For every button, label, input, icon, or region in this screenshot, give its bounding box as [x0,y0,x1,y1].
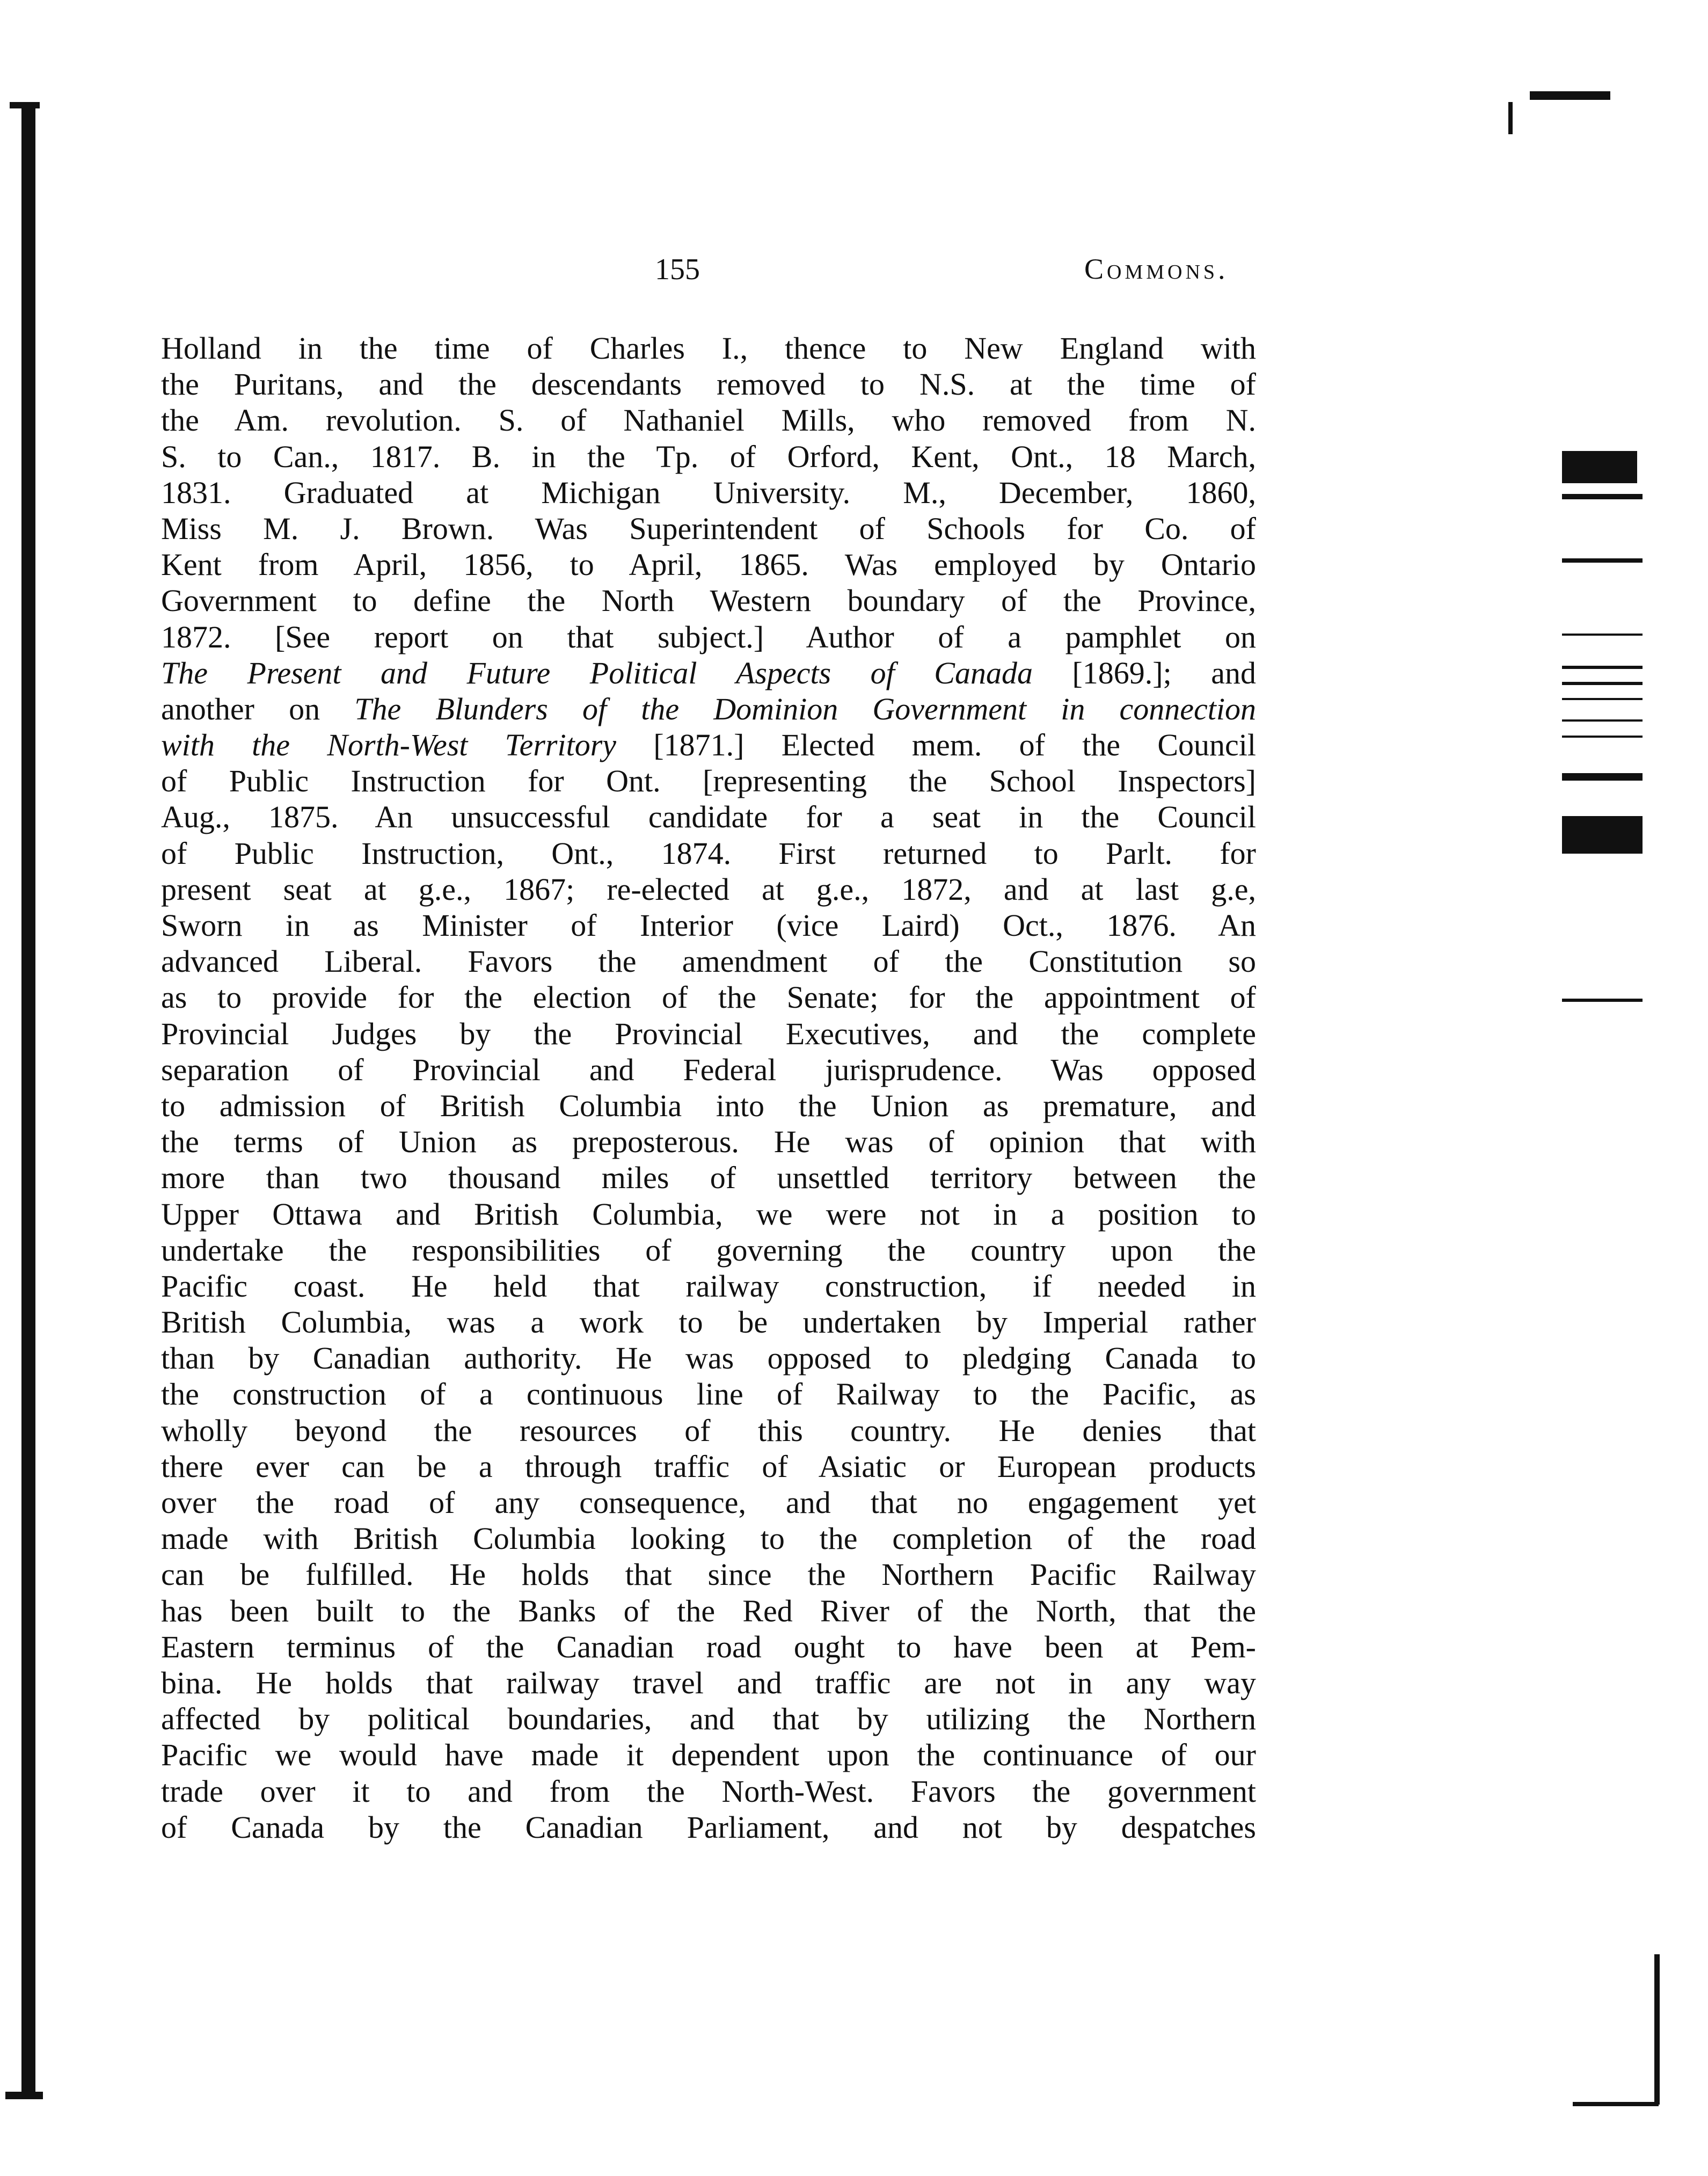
text-line: Pacific coast. He held that railway construction, if needed in [161,1268,1256,1304]
binding-edge-bar [0,102,43,2099]
text-line: advanced Liberal. Favors the amendment of the Constitution so [161,944,1256,979]
text-line: Eastern terminus of the Canadian road ought to have been at Pem- [161,1629,1256,1664]
page-number: 155 [655,253,700,286]
text-line: there ever can be a through traffic of Asiatic or European products [161,1449,1256,1484]
text-line: than by Canadian authority. He was opposed to pledging Canada to [161,1341,1256,1376]
running-head: Commons. [1084,253,1229,285]
text-line: Sworn in as Minister of Interior (vice Laird) Oct., 1876. An [161,908,1256,943]
text-line: present seat at g.e., 1867; re-elected at g.e., 1872, and at last g.e, [161,871,1256,907]
text-line: over the road of any consequence, and that no engagement yet [161,1485,1256,1520]
text-line: bina. He holds that railway travel and traffic are not in any way [161,1665,1256,1700]
text-line: another on The Blunders of the Dominion Government in connection [161,691,1256,726]
text-line: the Puritans, and the descendants removed to N.S. at the time of [161,367,1256,402]
text-line: Provincial Judges by the Provincial Executives, and the complete [161,1016,1256,1051]
text-line: with the North-West Territory [1871.] Elected mem. of the Council [161,727,1256,763]
text-line: of Public Instruction for Ont. [representing the School Inspectors] [161,763,1256,799]
text-line: undertake the responsibilities of governing the country upon the [161,1232,1256,1268]
text-line: made with British Columbia looking to the completion of the road [161,1521,1256,1556]
text-line: affected by political boundaries, and that by utilizing the Northern [161,1701,1256,1737]
text-line: Holland in the time of Charles I., thence to New England with [161,331,1256,366]
text-line: S. to Can., 1817. B. in the Tp. of Orford, Kent, Ont., 18 March, [161,439,1256,474]
text-line: British Columbia, was a work to be undertaken by Imperial rather [161,1305,1256,1340]
text-line: the terms of Union as preposterous. He was of opinion that with [161,1124,1256,1160]
text-line: the Am. revolution. S. of Nathaniel Mills, who removed from N. [161,403,1256,438]
text-line: Kent from April, 1856, to April, 1865. Was employed by Ontario [161,547,1256,583]
text-line: more than two thousand miles of unsettled territory between the [161,1160,1256,1196]
text-line: Miss M. J. Brown. Was Superintendent of Schools for Co. of [161,511,1256,546]
text-line: separation of Provincial and Federal jurisprudence. Was opposed [161,1052,1256,1087]
text-line: The Present and Future Political Aspects of Canada [1869.]; and [161,655,1256,690]
text-line: the construction of a continuous line of Railway to the Pacific, as [161,1377,1256,1412]
biography-text [161,330,1256,1845]
text-line: 1831. Graduated at Michigan University. M., December, 1860, [161,475,1256,510]
text-line: of Public Instruction, Ont., 1874. First returned to Parlt. for [161,835,1256,871]
text-line: trade over it to and from the North-West. Favors the government [161,1773,1256,1809]
text-line: can be fulfilled. He holds that since the Northern Pacific Railway [161,1557,1256,1592]
text-line: Government to define the North Western boundary of the Province, [161,583,1256,618]
scan-edge-marks [1449,75,1708,2115]
text-line: 1872. [See report on that subject.] Author of a pamphlet on [161,619,1256,654]
text-line: of Canada by the Canadian Parliament, and not by despatches [161,1809,1256,1845]
text-line: Pacific we would have made it dependent upon the continuance of our [161,1737,1256,1773]
text-line: as to provide for the election of the Senate; for the appointment of [161,980,1256,1015]
text-line: has been built to the Banks of the Red River of the North, that the [161,1593,1256,1628]
text-line: Upper Ottawa and British Columbia, we were not in a position to [161,1196,1256,1232]
text-line: to admission of British Columbia into the Union as premature, and [161,1088,1256,1123]
text-line: wholly beyond the resources of this country. He denies that [161,1413,1256,1448]
text-line: Aug., 1875. An unsuccessful candidate for a seat in the Council [161,799,1256,835]
